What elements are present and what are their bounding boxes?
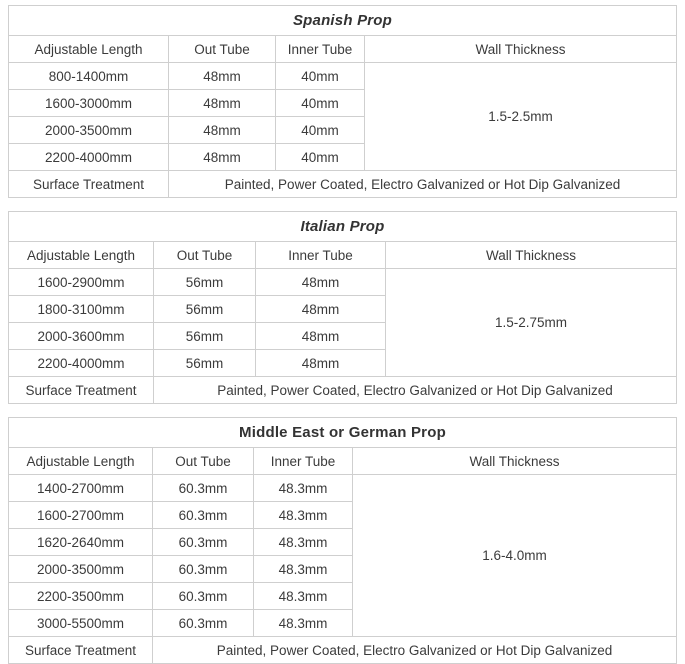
wall-thickness-cell: 1.6-4.0mm bbox=[353, 475, 677, 637]
length-cell: 1400-2700mm bbox=[9, 475, 153, 502]
inner-tube-cell: 40mm bbox=[276, 63, 365, 90]
out-tube-cell: 60.3mm bbox=[153, 502, 254, 529]
inner-tube-cell: 48mm bbox=[256, 296, 386, 323]
inner-tube-cell: 48.3mm bbox=[254, 556, 353, 583]
header-row bbox=[9, 36, 677, 63]
inner-tube-cell: 40mm bbox=[276, 90, 365, 117]
wall-thickness-cell: 1.5-2.75mm bbox=[386, 269, 677, 377]
length-cell: 1600-2900mm bbox=[9, 269, 154, 296]
column-header: Wall Thickness bbox=[386, 242, 677, 269]
header-row bbox=[9, 242, 677, 269]
surface-treatment-row bbox=[9, 377, 677, 404]
table-title: Spanish Prop bbox=[9, 6, 677, 36]
length-cell: 2000-3500mm bbox=[9, 556, 153, 583]
length-cell: 2000-3500mm bbox=[9, 117, 169, 144]
table-title-row bbox=[9, 418, 677, 448]
length-cell: 2200-3500mm bbox=[9, 583, 153, 610]
out-tube-cell: 56mm bbox=[154, 269, 256, 296]
out-tube-cell: 60.3mm bbox=[153, 556, 254, 583]
data-row bbox=[9, 63, 677, 90]
out-tube-cell: 56mm bbox=[154, 350, 256, 377]
inner-tube-cell: 40mm bbox=[276, 144, 365, 171]
wall-thickness-cell: 1.5-2.5mm bbox=[365, 63, 677, 171]
table-title: Middle East or German Prop bbox=[9, 418, 677, 448]
inner-tube-cell: 48mm bbox=[256, 323, 386, 350]
column-header: Inner Tube bbox=[256, 242, 386, 269]
out-tube-cell: 60.3mm bbox=[153, 529, 254, 556]
column-header: Wall Thickness bbox=[353, 448, 677, 475]
surface-treatment-label: Surface Treatment bbox=[9, 637, 153, 664]
surface-treatment-label: Surface Treatment bbox=[9, 171, 169, 198]
out-tube-cell: 60.3mm bbox=[153, 583, 254, 610]
length-cell: 2200-4000mm bbox=[9, 144, 169, 171]
spec-table-spanish-prop bbox=[8, 5, 677, 198]
surface-treatment-value: Painted, Power Coated, Electro Galvanized or Hot Dip Galvanized bbox=[169, 171, 677, 198]
spec-table-italian-prop bbox=[8, 211, 677, 404]
table-title-row bbox=[9, 212, 677, 242]
column-header: Out Tube bbox=[153, 448, 254, 475]
out-tube-cell: 56mm bbox=[154, 296, 256, 323]
out-tube-cell: 60.3mm bbox=[153, 475, 254, 502]
length-cell: 2200-4000mm bbox=[9, 350, 154, 377]
column-header: Out Tube bbox=[169, 36, 276, 63]
header-row bbox=[9, 448, 677, 475]
table-title: Italian Prop bbox=[9, 212, 677, 242]
out-tube-cell: 48mm bbox=[169, 117, 276, 144]
column-header: Inner Tube bbox=[254, 448, 353, 475]
inner-tube-cell: 48.3mm bbox=[254, 502, 353, 529]
column-header: Inner Tube bbox=[276, 36, 365, 63]
spec-table-middle-east-or-german-prop bbox=[8, 417, 677, 664]
out-tube-cell: 56mm bbox=[154, 323, 256, 350]
surface-treatment-value: Painted, Power Coated, Electro Galvanized or Hot Dip Galvanized bbox=[154, 377, 677, 404]
length-cell: 1620-2640mm bbox=[9, 529, 153, 556]
out-tube-cell: 60.3mm bbox=[153, 610, 254, 637]
column-header: Adjustable Length bbox=[9, 36, 169, 63]
inner-tube-cell: 48.3mm bbox=[254, 583, 353, 610]
out-tube-cell: 48mm bbox=[169, 63, 276, 90]
inner-tube-cell: 48mm bbox=[256, 350, 386, 377]
inner-tube-cell: 48.3mm bbox=[254, 529, 353, 556]
surface-treatment-value: Painted, Power Coated, Electro Galvanized or Hot Dip Galvanized bbox=[153, 637, 677, 664]
data-row bbox=[9, 475, 677, 502]
length-cell: 2000-3600mm bbox=[9, 323, 154, 350]
data-row bbox=[9, 269, 677, 296]
length-cell: 800-1400mm bbox=[9, 63, 169, 90]
surface-treatment-row bbox=[9, 171, 677, 198]
surface-treatment-row bbox=[9, 637, 677, 664]
length-cell: 1800-3100mm bbox=[9, 296, 154, 323]
table-title-row bbox=[9, 6, 677, 36]
inner-tube-cell: 48.3mm bbox=[254, 475, 353, 502]
length-cell: 3000-5500mm bbox=[9, 610, 153, 637]
inner-tube-cell: 40mm bbox=[276, 117, 365, 144]
inner-tube-cell: 48.3mm bbox=[254, 610, 353, 637]
column-header: Out Tube bbox=[154, 242, 256, 269]
column-header: Wall Thickness bbox=[365, 36, 677, 63]
column-header: Adjustable Length bbox=[9, 448, 153, 475]
out-tube-cell: 48mm bbox=[169, 144, 276, 171]
out-tube-cell: 48mm bbox=[169, 90, 276, 117]
surface-treatment-label: Surface Treatment bbox=[9, 377, 154, 404]
length-cell: 1600-2700mm bbox=[9, 502, 153, 529]
column-header: Adjustable Length bbox=[9, 242, 154, 269]
length-cell: 1600-3000mm bbox=[9, 90, 169, 117]
inner-tube-cell: 48mm bbox=[256, 269, 386, 296]
